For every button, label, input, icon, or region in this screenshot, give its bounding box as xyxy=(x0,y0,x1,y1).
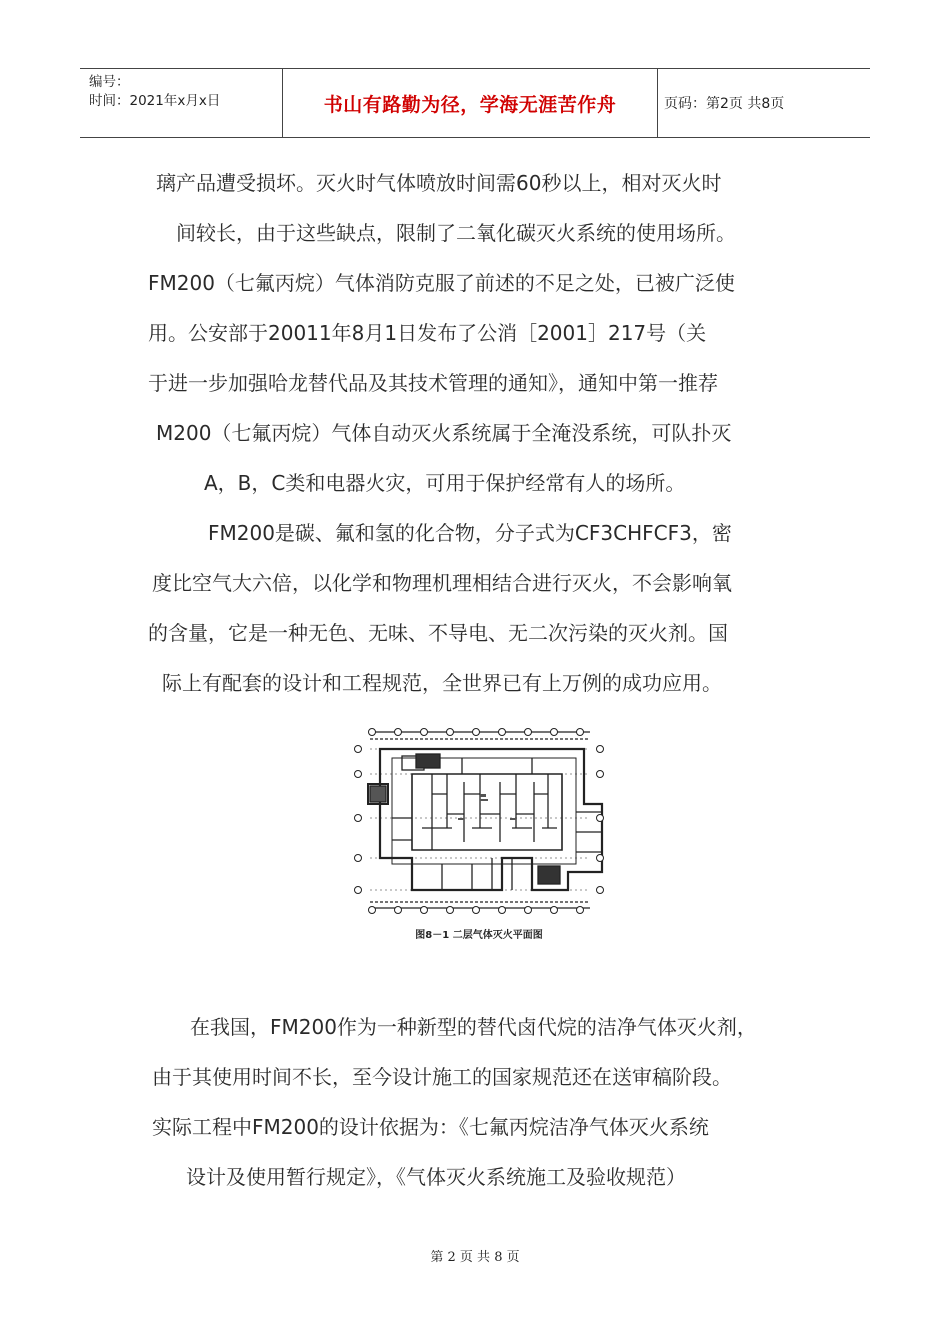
document-header xyxy=(80,68,870,138)
floor-plan-drawing xyxy=(352,722,606,948)
document-date: 时间：2021年x月x日 xyxy=(89,93,221,109)
paragraph-line: A，B，C类和电器火灾，可用于保护经常有人的场所。 xyxy=(204,471,686,495)
paragraph-line: 际上有配套的设计和工程规范，全世界已有上万例的成功应用。 xyxy=(162,671,722,695)
header-page-number: 页码：第2页 共8页 xyxy=(664,96,785,112)
paragraph-line: 用。公安部于20011年8月1日发布了公消［2001］217号（关 xyxy=(148,321,707,345)
paragraph-line: 璃产品遭受损坏。灭火时气体喷放时间需60秒以上，相对灭火时 xyxy=(156,171,722,195)
page-footer: 第 2 页 共 8 页 xyxy=(430,1250,520,1265)
paragraph-line: 的含量，它是一种无色、无味、不导电、无二次污染的灭火剂。国 xyxy=(148,621,728,645)
header-meta xyxy=(80,69,282,137)
paragraph-line: 于进一步加强哈龙替代品及其技术管理的通知》，通知中第一推荐 xyxy=(148,371,718,395)
figure-caption: 图8－1 二层气体灭火平面图 xyxy=(415,930,543,941)
paragraph-line: 实际工程中FM200的设计依据为：《七氟丙烷洁净气体灭火系统 xyxy=(152,1115,709,1139)
paragraph-line: 在我国，FM200作为一种新型的替代卤代烷的洁净气体灭火剂， xyxy=(190,1015,757,1039)
floor-plan-figure xyxy=(352,722,606,948)
paragraph-line: 由于其使用时间不长，至今设计施工的国家规范还在送审稿阶段。 xyxy=(152,1065,732,1089)
document-number: 编号： xyxy=(89,74,130,90)
paragraph-line: 度比空气大六倍，以化学和物理机理相结合进行灭火，不会影响氧 xyxy=(152,571,732,595)
paragraph-line: FM200（七氟丙烷）气体消防克服了前述的不足之处，已被广泛使 xyxy=(148,271,735,295)
paragraph-line: 间较长，由于这些缺点，限制了二氧化碳灭火系统的使用场所。 xyxy=(176,221,736,245)
paragraph-line: FM200是碳、氟和氢的化合物，分子式为CF3CHFCF3，密 xyxy=(208,521,732,545)
header-motto: 书山有路勤为径，学海无涯苦作舟 xyxy=(282,69,658,137)
paragraph-line: 设计及使用暂行规定》，《气体灭火系统施工及验收规范） xyxy=(186,1165,686,1189)
paragraph-line: M200（七氟丙烷）气体自动灭火系统属于全淹没系统，可队扑灭 xyxy=(156,421,732,445)
